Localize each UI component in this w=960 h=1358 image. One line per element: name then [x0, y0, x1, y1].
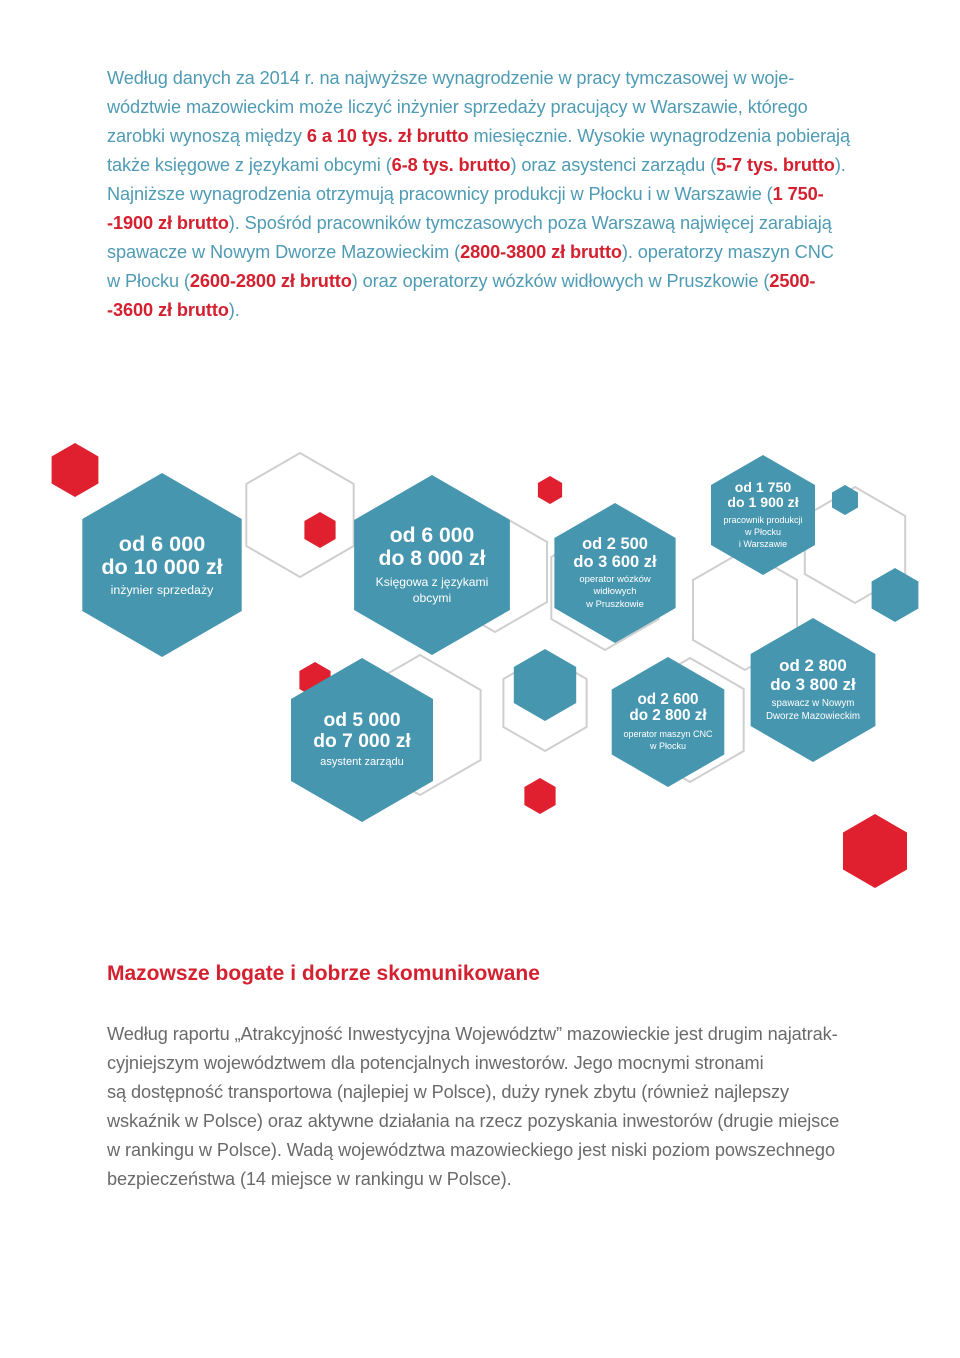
hexagon-job-title: operator wózków: [579, 573, 651, 585]
intro-text: ). operatorzy maszyn CNC w Płocku (: [107, 242, 834, 291]
red-hexagon-small: [524, 778, 555, 814]
hexagon-label-inzynier: [93, 532, 231, 599]
outline-hexagon: [246, 453, 353, 577]
hexagon-job-title: i Warszawie: [738, 538, 788, 549]
intro-text: ) oraz operatorzy wózków widłowych w Pruszkowie (: [351, 271, 770, 291]
hexagon-job-title: spawacz w Nowym: [771, 698, 855, 710]
highlight-amount: 2800-3800 zł brutto: [460, 242, 622, 262]
hexagon-label-ksiegowa: [365, 524, 500, 606]
hexagon-amount: od 5 000: [323, 710, 401, 731]
hexagon-amount: od 6 000: [389, 524, 475, 547]
intro-text: ) oraz asystenci zarządu (: [510, 155, 717, 175]
red-hexagon-small: [843, 814, 907, 888]
hexagon-job-title: inżynier sprzedaży: [110, 583, 214, 598]
hexagon-amount: od 2 800: [779, 656, 847, 675]
hexagon-amount: do 1 900 zł: [727, 494, 799, 511]
highlight-amount: 5-7 tys. brutto: [716, 155, 835, 175]
hexagon-job-title: obcymi: [412, 590, 452, 605]
intro-text: ). Spośród pracowników tymczasowych poza Warszawą najwięcej zarabiają spawacze w Nowym Dworze Mazowieckim (: [107, 213, 832, 262]
highlight-amount: 1 750- -1900 zł brutto: [107, 184, 824, 233]
red-hexagon-small: [52, 443, 99, 497]
highlight-amount: 6 a 10 tys. zł brutto: [306, 126, 469, 146]
hexagon-job-title: widłowych: [593, 586, 637, 598]
hexagon-label-spawacz: [759, 657, 867, 723]
hexagon-amount: od 2 500: [582, 534, 648, 553]
hexagon-amount: od 1 750: [734, 478, 792, 495]
section-paragraph: Według raportu „Atrakcyjność Inwestycyjna Województw” mazowieckie jest drugim najatrak- cyjniejszym województwem dla potencjalnych inwestorów. Jego mocnymi stronami są dostępność transportowa (najlepiej w Polsce), duży rynek zbytu (również najlepszy wskaźnik w Polsce) oraz aktywne działania na rzecz pozyskania inwestorów (drugie miejsce w rankingu w Polsce). Wadą województwa mazowieckiego jest niski poziom powszechnego bezpieczeństwa (14 miejsce w rankingu w Polsce).: [107, 1024, 840, 1189]
hexagon-amount: do 8 000 zł: [378, 547, 486, 571]
hexagon-amount: od 6 000: [118, 530, 206, 556]
red-hexagon-small: [538, 476, 562, 504]
highlight-amount: 2500- -3600 zł brutto: [107, 271, 816, 320]
hexagon-label-wozki: [563, 535, 668, 612]
hexagon-amount: od 2 600: [637, 690, 699, 708]
hexagon-job-title: w Płocku: [744, 526, 781, 537]
hexagon-job-title: Księgowa z językami: [375, 574, 489, 589]
hexagon-label-cnc: [619, 692, 717, 753]
hexagon-amount: do 7 000 zł: [313, 731, 411, 753]
hexagon-amount: do 2 800 zł: [629, 707, 707, 725]
highlight-amount: 6-8 tys. brutto: [391, 155, 511, 175]
intro-text: Według danych za 2014 r. na najwyższe wynagrodzenie w pracy tymczasowej w woje-: [107, 68, 795, 88]
hexagon-label-asystent: [301, 710, 424, 770]
hexagon-amount: do 3 800 zł: [770, 674, 856, 694]
hexagon-amount: do 10 000 zł: [101, 554, 223, 580]
intro-text: ).: [228, 300, 240, 320]
hexagon-job-title: w Pruszkowie: [586, 599, 644, 611]
hexagon-job-title: pracownik produkcji: [723, 514, 803, 525]
section-heading: Mazowsze bogate i dobrze skomunikowane: [107, 962, 540, 985]
highlight-amount: 2600-2800 zł brutto: [189, 271, 352, 291]
intro-text: ). Najniższe wynagrodzenia otrzymują pracownicy produkcji w Płocku i w Warszawie (: [107, 155, 846, 204]
hexagon-label-produkcja: [718, 480, 808, 551]
hexagon-job-title: asystent zarządu: [320, 756, 404, 769]
intro-text: miesięcznie. Wysokie wynagrodzenia pobierają także księgowe z językami obcymi (: [107, 126, 851, 175]
hexagon-job-title: operator maszyn CNC: [623, 729, 713, 740]
intro-text: wództwie mazowieckim może liczyć inżynier sprzedaży pracujący w Warszawie, którego zarobki wynoszą między: [107, 97, 808, 146]
hexagon-job-title: w Płocku: [649, 741, 686, 752]
hexagon-amount: do 3 600 zł: [573, 552, 657, 571]
hexagon-job-title: Dworze Mazowieckim: [766, 711, 860, 723]
